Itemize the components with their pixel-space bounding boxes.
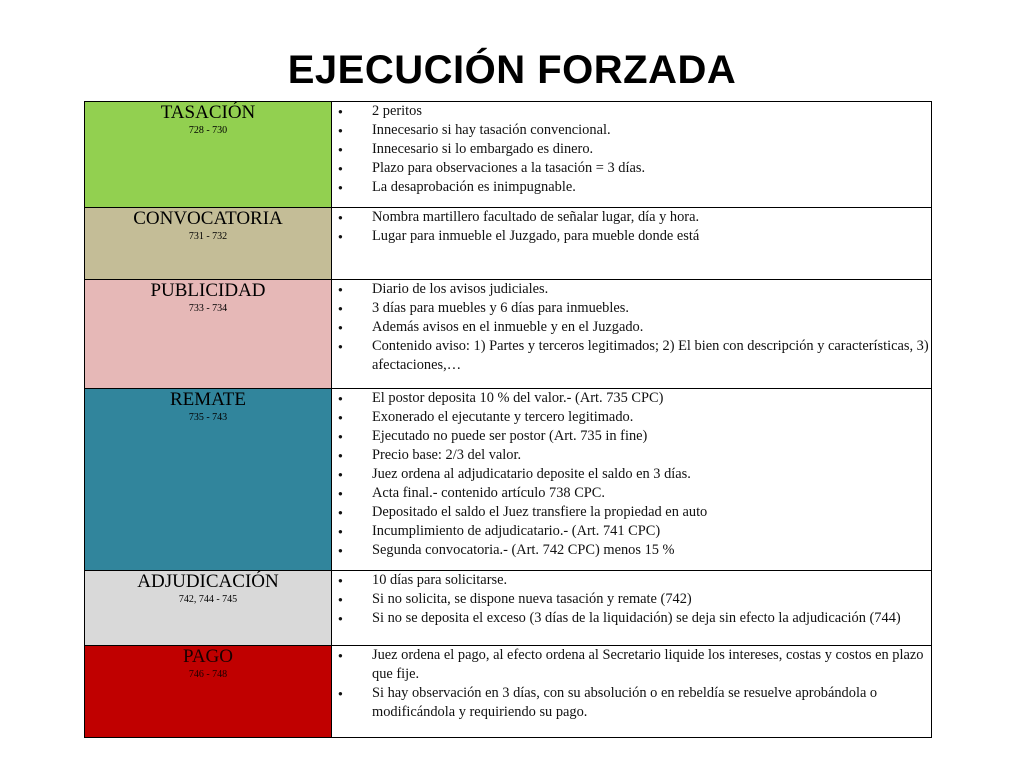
- bullet-list: [332, 280, 931, 375]
- bullet-item: ● La desaprobación es inimpugnable.: [332, 178, 931, 197]
- bullet-item: ● Incumplimiento de adjudicatario.- (Art. 741 CPC): [332, 522, 931, 541]
- row-content-convocatoria: [332, 208, 932, 280]
- bullet-item: ● Lugar para inmueble el Juzgado, para mueble donde está: [332, 227, 931, 246]
- bullet-item: ● 3 días para muebles y 6 días para inmuebles.: [332, 299, 931, 318]
- row-label-adjudicacion: [85, 571, 332, 646]
- bullet-item: ● Precio base: 2/3 del valor.: [332, 446, 931, 465]
- stage-name: PUBLICIDAD: [150, 280, 266, 301]
- bullet-item: ● Juez ordena al adjudicatario deposite el saldo en 3 días.: [332, 465, 931, 484]
- row-content-remate: [332, 389, 932, 571]
- bullet-item: ● Innecesario si lo embargado es dinero.: [332, 140, 931, 159]
- table-row: [85, 280, 932, 389]
- bullet-item: ● Contenido aviso: 1) Partes y terceros legitimados; 2) El bien con descripción y características, 3) afectaciones,…: [332, 337, 931, 375]
- bullet-list: [332, 208, 931, 246]
- row-label-tasacion: [85, 102, 332, 208]
- bullet-item: ● Si no solicita, se dispone nueva tasación y remate (742): [332, 590, 931, 609]
- stage-name: ADJUDICACIÓN: [137, 571, 279, 592]
- table-row: [85, 571, 932, 646]
- bullet-list: [332, 571, 931, 628]
- table-row: [85, 389, 932, 571]
- table-row: [85, 208, 932, 280]
- bullet-item: ● Si no se deposita el exceso (3 días de la liquidación) se deja sin efecto la adjudicación (744): [332, 609, 931, 628]
- bullet-item: ● Depositado el saldo el Juez transfiere la propiedad en auto: [332, 503, 931, 522]
- page-title: EJECUCIÓN FORZADA: [287, 48, 737, 92]
- table-row: [85, 646, 932, 738]
- article-range: 742, 744 - 745: [178, 594, 238, 605]
- bullet-item: ● Acta final.- contenido artículo 738 CPC.: [332, 484, 931, 503]
- bullet-item: ● Exonerado el ejecutante y tercero legitimado.: [332, 408, 931, 427]
- row-content-adjudicacion: [332, 571, 932, 646]
- article-range: 733 - 734: [188, 303, 228, 314]
- bullet-item: ● Además avisos en el inmueble y en el Juzgado.: [332, 318, 931, 337]
- bullet-item: ● 10 días para solicitarse.: [332, 571, 931, 590]
- bullet-item: ● Ejecutado no puede ser postor (Art. 735 in fine): [332, 427, 931, 446]
- bullet-item: ● Innecesario si hay tasación convencional.: [332, 121, 931, 140]
- bullet-list: [332, 646, 931, 722]
- article-range: 746 - 748: [188, 669, 228, 680]
- row-content-publicidad: [332, 280, 932, 389]
- stage-name: REMATE: [170, 389, 246, 410]
- bullet-item: ● Juez ordena el pago, al efecto ordena al Secretario liquide los intereses, costas y costos en plazo que fije.: [332, 646, 931, 684]
- bullet-list: [332, 102, 931, 197]
- row-content-tasacion: [332, 102, 932, 208]
- article-range: 735 - 743: [188, 412, 228, 423]
- stage-name: TASACIÓN: [160, 102, 256, 123]
- stage-name: PAGO: [183, 646, 233, 667]
- bullet-item: ● Plazo para observaciones a la tasación = 3 días.: [332, 159, 931, 178]
- bullet-item: ● Diario de los avisos judiciales.: [332, 280, 931, 299]
- bullet-item: ● Si hay observación en 3 días, con su absolución o en rebeldía se resuelve aprobándola o modificándola y requiriendo su pago.: [332, 684, 931, 722]
- bullet-item: ● Segunda convocatoria.- (Art. 742 CPC) menos 15 %: [332, 541, 931, 560]
- stage-name: CONVOCATORIA: [133, 208, 283, 229]
- article-range: 728 - 730: [188, 125, 228, 136]
- bullet-item: ● 2 peritos: [332, 102, 931, 121]
- article-range: 731 - 732: [188, 231, 228, 242]
- row-label-convocatoria: [85, 208, 332, 280]
- bullet-item: ● Nombra martillero facultado de señalar lugar, día y hora.: [332, 208, 931, 227]
- bullet-list: [332, 389, 931, 560]
- row-label-publicidad: [85, 280, 332, 389]
- table-row: [85, 102, 932, 208]
- bullet-item: ● El postor deposita 10 % del valor.- (Art. 735 CPC): [332, 389, 931, 408]
- row-label-pago: [85, 646, 332, 738]
- summary-table: [84, 101, 932, 738]
- row-label-remate: [85, 389, 332, 571]
- row-content-pago: [332, 646, 932, 738]
